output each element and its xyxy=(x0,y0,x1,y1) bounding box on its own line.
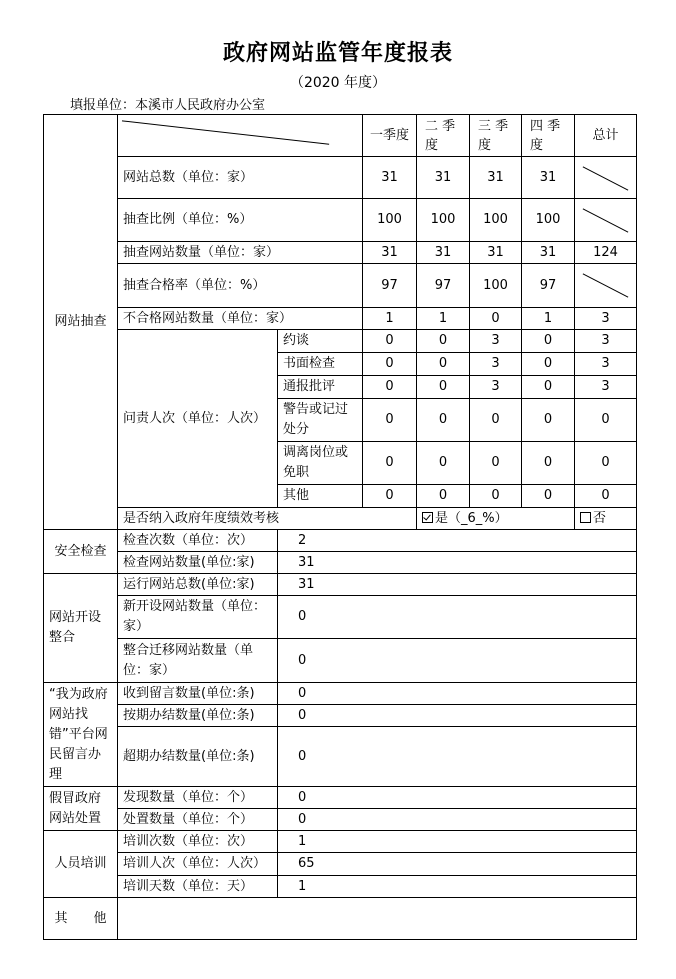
cell-value: 100 xyxy=(417,199,470,242)
table-row xyxy=(44,530,637,552)
cell-value: 100 xyxy=(470,199,522,242)
row-label: 抽查网站数量（单位：家） xyxy=(118,242,363,264)
section-label-spot-check: 网站抽查 xyxy=(44,115,118,530)
cell-value: 0 xyxy=(522,330,575,353)
row-label: 收到留言数量(单位:条) xyxy=(118,683,278,705)
row-label: 抽查比例（单位：%） xyxy=(118,199,363,242)
cell-value: 31 xyxy=(470,242,522,264)
table-row xyxy=(44,308,637,330)
accountability-label: 问责人次（单位：人次） xyxy=(118,330,278,508)
report-year: （2020 年度） xyxy=(289,75,387,91)
cell-value: 31 xyxy=(522,242,575,264)
table-row xyxy=(44,264,637,308)
report-title: 政府网站监管年度报表 xyxy=(222,40,453,66)
cell-value: 0 xyxy=(417,485,470,508)
performance-no-cell xyxy=(575,508,637,530)
row-label: 不合格网站数量（单位：家） xyxy=(118,308,363,330)
cell-total: 3 xyxy=(575,308,637,330)
cell-value: 1 xyxy=(363,308,417,330)
cell-value: 1 xyxy=(417,308,470,330)
cell-value: 0 xyxy=(417,330,470,353)
table-row xyxy=(44,596,637,639)
quarter-header-row xyxy=(44,115,637,157)
row-value: 2 xyxy=(278,530,637,552)
table-row xyxy=(44,639,637,683)
row-label: 处置数量（单位：个） xyxy=(118,809,278,831)
row-value: 31 xyxy=(278,552,637,574)
diagonal-line xyxy=(118,115,362,156)
table-row xyxy=(44,157,637,199)
table-row xyxy=(44,552,637,574)
sub-row-label: 约谈 xyxy=(278,330,363,353)
row-value: 0 xyxy=(278,639,637,683)
cell-value: 0 xyxy=(522,442,575,485)
total-diagonal-cell xyxy=(575,199,637,242)
row-value: 0 xyxy=(278,787,637,809)
row-value: 0 xyxy=(278,705,637,727)
cell-value: 0 xyxy=(470,308,522,330)
row-label: 运行网站总数(单位:家) xyxy=(118,574,278,596)
checkbox-checked-icon[interactable] xyxy=(422,512,433,523)
row-value: 1 xyxy=(278,831,637,853)
sub-row-label: 书面检查 xyxy=(278,353,363,376)
section-label-error-platform: “我为政府网站找错”平台网民留言办理 xyxy=(44,683,118,787)
row-value: 0 xyxy=(278,727,637,787)
cell-value: 0 xyxy=(522,353,575,376)
report-table xyxy=(43,114,637,940)
cell-value: 0 xyxy=(522,399,575,442)
performance-no-label: 否 xyxy=(593,510,607,526)
sub-row-label: 警告或记过处分 xyxy=(278,399,363,442)
table-row xyxy=(44,831,637,853)
cell-value: 31 xyxy=(363,157,417,199)
row-label: 新开设网站数量（单位：家） xyxy=(118,596,278,639)
cell-value: 100 xyxy=(363,199,417,242)
cell-value: 0 xyxy=(470,442,522,485)
cell-value: 0 xyxy=(417,353,470,376)
header-q2: 二 季 度 xyxy=(417,115,470,157)
cell-value: 0 xyxy=(522,376,575,399)
cell-value: 3 xyxy=(470,330,522,353)
cell-total: 0 xyxy=(575,442,637,485)
cell-value: 0 xyxy=(417,376,470,399)
row-label: 培训天数（单位：天） xyxy=(118,876,278,898)
cell-total: 3 xyxy=(575,353,637,376)
cell-value: 100 xyxy=(470,264,522,308)
table-row xyxy=(44,574,637,596)
table-row xyxy=(44,853,637,876)
row-label: 培训人次（单位：人次） xyxy=(118,853,278,876)
row-value: 0 xyxy=(278,596,637,639)
cell-value: 31 xyxy=(417,157,470,199)
section-label-integration: 网站开设整合 xyxy=(44,574,118,683)
header-q1: 一季度 xyxy=(363,115,417,157)
table-row xyxy=(44,199,637,242)
cell-value: 31 xyxy=(417,242,470,264)
cell-value: 31 xyxy=(470,157,522,199)
sub-row-label: 通报批评 xyxy=(278,376,363,399)
table-row xyxy=(44,705,637,727)
row-label: 检查次数（单位：次） xyxy=(118,530,278,552)
cell-value: 0 xyxy=(363,399,417,442)
row-label: 整合迁移网站数量（单位：家） xyxy=(118,639,278,683)
checkbox-empty-icon[interactable] xyxy=(580,512,591,523)
table-row xyxy=(44,876,637,898)
reporting-unit: 填报单位：本溪市人民政府办公室 xyxy=(70,98,266,113)
other-value xyxy=(118,898,637,940)
cell-value: 0 xyxy=(470,399,522,442)
cell-value: 97 xyxy=(417,264,470,308)
row-label: 培训次数（单位：次） xyxy=(118,831,278,853)
header-q3: 三 季 度 xyxy=(470,115,522,157)
table-row xyxy=(44,809,637,831)
section-label-training: 人员培训 xyxy=(44,831,118,898)
cell-value: 31 xyxy=(522,157,575,199)
cell-value: 31 xyxy=(363,242,417,264)
cell-total: 0 xyxy=(575,485,637,508)
cell-value: 0 xyxy=(417,442,470,485)
total-diagonal-cell xyxy=(575,157,637,199)
cell-value: 100 xyxy=(522,199,575,242)
table-row xyxy=(44,787,637,809)
table-row xyxy=(44,727,637,787)
cell-value: 0 xyxy=(522,485,575,508)
cell-value: 0 xyxy=(363,485,417,508)
other-row xyxy=(44,898,637,940)
row-label: 超期办结数量(单位:条) xyxy=(118,727,278,787)
row-label: 发现数量（单位：个） xyxy=(118,787,278,809)
section-label-other: 其 他 xyxy=(44,898,118,940)
cell-value: 0 xyxy=(363,442,417,485)
cell-value: 97 xyxy=(522,264,575,308)
cell-value: 3 xyxy=(470,353,522,376)
row-value: 0 xyxy=(278,683,637,705)
cell-value: 0 xyxy=(363,353,417,376)
header-q4: 四 季 度 xyxy=(522,115,575,157)
row-label: 按期办结数量(单位:条) xyxy=(118,705,278,727)
performance-row xyxy=(44,508,637,530)
row-value: 65 xyxy=(278,853,637,876)
row-value: 0 xyxy=(278,809,637,831)
cell-value: 3 xyxy=(470,376,522,399)
sub-row-label: 调离岗位或免职 xyxy=(278,442,363,485)
table-row xyxy=(44,683,637,705)
cell-value: 0 xyxy=(470,485,522,508)
section-label-security: 安全检查 xyxy=(44,530,118,574)
sub-row-label: 其他 xyxy=(278,485,363,508)
row-value: 1 xyxy=(278,876,637,898)
total-diagonal-cell xyxy=(575,264,637,308)
performance-yes-cell xyxy=(417,508,575,530)
row-value: 31 xyxy=(278,574,637,596)
section-label-counterfeit: 假冒政府网站处置 xyxy=(44,787,118,831)
row-label: 检查网站数量(单位:家) xyxy=(118,552,278,574)
table-row xyxy=(44,330,637,353)
row-label: 网站总数（单位：家） xyxy=(118,157,363,199)
cell-total: 3 xyxy=(575,376,637,399)
performance-yes-label: 是（_6_%） xyxy=(435,510,508,526)
cell-value: 97 xyxy=(363,264,417,308)
table-row xyxy=(44,242,637,264)
cell-value: 0 xyxy=(417,399,470,442)
performance-label: 是否纳入政府年度绩效考核 xyxy=(118,508,417,530)
cell-total: 3 xyxy=(575,330,637,353)
header-total: 总计 xyxy=(575,115,637,157)
cell-value: 0 xyxy=(363,376,417,399)
cell-total: 124 xyxy=(575,242,637,264)
cell-value: 1 xyxy=(522,308,575,330)
row-label: 抽查合格率（单位：%） xyxy=(118,264,363,308)
cell-total: 0 xyxy=(575,399,637,442)
cell-value: 0 xyxy=(363,330,417,353)
header-diagonal-cell xyxy=(118,115,363,157)
